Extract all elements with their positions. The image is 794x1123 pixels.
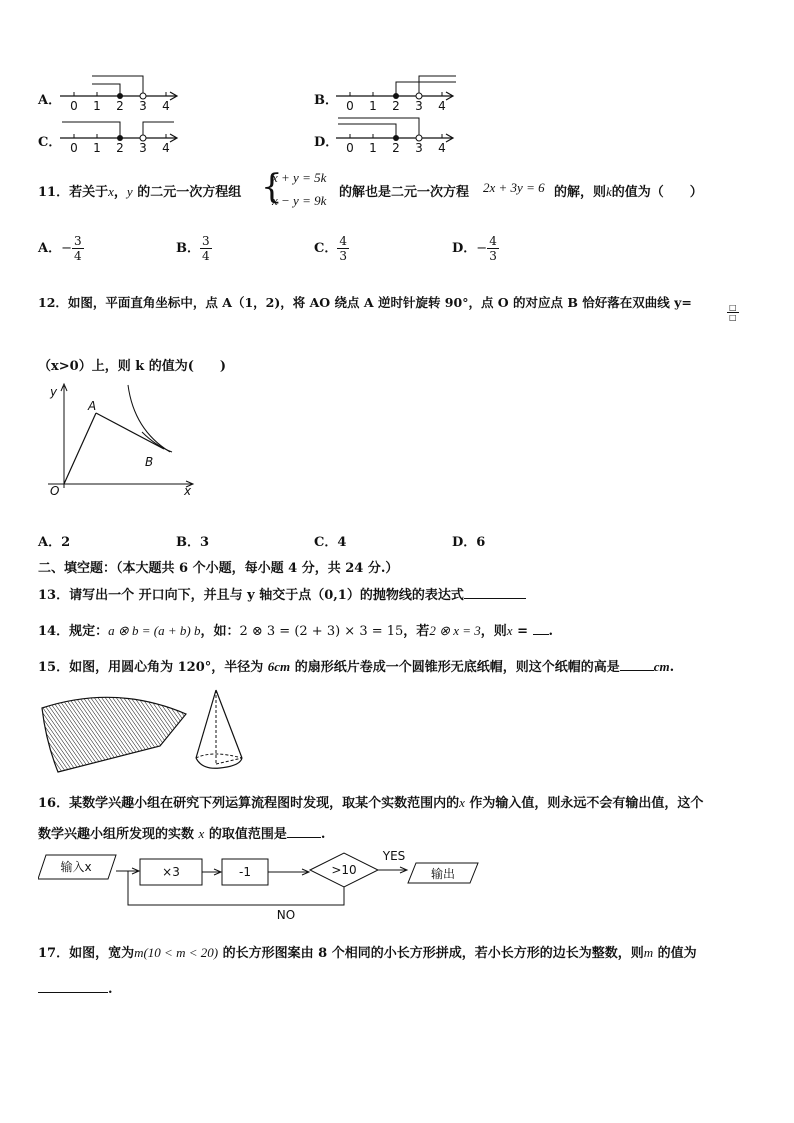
label-o: O bbox=[50, 484, 60, 498]
answer-blank[interactable] bbox=[38, 992, 108, 993]
q16-line1-post: 作为输入值，则永远不会有输出值，这个 bbox=[464, 796, 704, 811]
q16-line2-pre: 数学兴趣小组所发现的实数 bbox=[38, 827, 199, 842]
q11-prefix: 11．若关于 bbox=[38, 185, 109, 200]
q12-fraction bbox=[727, 302, 739, 322]
flow-output-label: 输出 bbox=[430, 867, 456, 881]
option-value: 4 bbox=[337, 535, 347, 550]
tick-label: 0 bbox=[346, 99, 354, 110]
tick-label: 2 bbox=[392, 99, 400, 110]
q14-definition: a ⊗ b = (a + b) b bbox=[108, 623, 201, 638]
number-line-c bbox=[58, 112, 188, 152]
q11-var-x: x bbox=[108, 184, 114, 199]
option-a-label: A． bbox=[38, 93, 62, 108]
cone-edge bbox=[196, 690, 216, 758]
q15-unit: cm bbox=[653, 659, 670, 674]
q16-flowchart bbox=[38, 845, 488, 925]
q12-line2: （x>0）上，则 k 的值为( ) bbox=[38, 359, 227, 374]
q15-radius: 6cm bbox=[267, 659, 291, 674]
q16-var: x bbox=[459, 795, 465, 810]
tick-label: 1 bbox=[93, 141, 101, 152]
q11-end: 的值为（ ） bbox=[611, 185, 703, 200]
option-letter: B． bbox=[176, 241, 200, 256]
q12-option-d bbox=[452, 531, 485, 550]
q11-var-k: k bbox=[606, 184, 612, 199]
q16-line1-pre: 16．某数学兴趣小组在研究下列运算流程图时发现，取某个实数范围内的 bbox=[38, 796, 460, 811]
option-letter: A． bbox=[38, 241, 62, 256]
tick-label: 4 bbox=[438, 141, 446, 152]
q12-option-b bbox=[176, 531, 209, 550]
cone-edge bbox=[216, 690, 242, 758]
tick-label: 3 bbox=[415, 99, 423, 110]
q11-option-c bbox=[314, 234, 349, 263]
q12-option-a bbox=[38, 531, 70, 550]
fraction-denominator: 3 bbox=[339, 249, 347, 263]
q15-rest: 的扇形纸片卷成一个圆锥形无底纸帽，则这个纸帽的高是 bbox=[290, 660, 620, 675]
flow-no-label: NO bbox=[276, 908, 296, 922]
cone-base bbox=[196, 758, 242, 768]
q12-option-c bbox=[314, 531, 346, 550]
answer-blank[interactable] bbox=[620, 670, 654, 671]
fraction-denominator: 3 bbox=[489, 249, 497, 263]
fraction-numerator: 3 bbox=[202, 234, 210, 248]
tick-label: 2 bbox=[116, 99, 124, 110]
q17-mid: 的长方形图案由 8 个相同的小长方形拼成，若小长方形的边长为整数，则 bbox=[218, 946, 644, 961]
flow-times3-label: ×3 bbox=[162, 865, 180, 879]
tick-label: 1 bbox=[369, 99, 377, 110]
q11-var-y: y bbox=[126, 184, 133, 199]
section-heading: 二、填空题：（本大题共 6 个小题，每小题 4 分，共 24 分.） bbox=[38, 561, 399, 576]
q14-example: 2 ⊗ 3 = (2 + 3) × 3 = 15 bbox=[239, 624, 404, 639]
number-line-a bbox=[58, 70, 188, 110]
tick-label: 2 bbox=[392, 141, 400, 152]
segment-oa bbox=[64, 413, 96, 484]
label-y: y bbox=[50, 385, 58, 399]
q15-end: . bbox=[669, 660, 675, 675]
sector-paper bbox=[42, 697, 186, 772]
segment-ab bbox=[96, 413, 164, 449]
flow-yes-label: YES bbox=[382, 849, 406, 863]
q13-stem bbox=[38, 584, 526, 603]
q11-stem-3 bbox=[554, 181, 703, 200]
option-letter: D． bbox=[452, 535, 477, 550]
q15-stem bbox=[38, 656, 674, 675]
option-value: 6 bbox=[476, 535, 486, 550]
q11-mid: 的二元一次方程组 bbox=[132, 185, 242, 200]
q14-end: . bbox=[548, 624, 554, 639]
flow-minus1-label: -1 bbox=[239, 865, 251, 879]
label-x: x bbox=[184, 484, 192, 498]
q11-tail: 的解，则 bbox=[554, 185, 607, 200]
label-b: B bbox=[145, 455, 154, 469]
cone-base-back bbox=[196, 754, 242, 758]
q16-var: x bbox=[198, 826, 205, 841]
tick-label: 4 bbox=[438, 99, 446, 110]
tick-label: 4 bbox=[162, 141, 170, 152]
option-letter: C． bbox=[314, 241, 338, 256]
tick-label: 1 bbox=[369, 141, 377, 152]
q13-text: 13．请写出一个 开口向下，并且与 y 轴交于点（0,1）的抛物线的表达式 bbox=[38, 588, 464, 603]
q11-sep: ， bbox=[113, 185, 127, 200]
q16-end: . bbox=[320, 827, 326, 842]
tick-label: 3 bbox=[139, 141, 147, 152]
option-letter: B． bbox=[176, 535, 200, 550]
option-sign: − bbox=[476, 241, 488, 256]
q11-stem bbox=[38, 181, 241, 200]
fraction-denominator: 4 bbox=[74, 249, 82, 263]
tick-label: 1 bbox=[93, 99, 101, 110]
q12-figure bbox=[38, 380, 198, 502]
q17-prefix: 17．如图，宽为 bbox=[38, 946, 135, 961]
answer-blank[interactable] bbox=[533, 634, 549, 635]
q17-condition: m(10 < m < 20) bbox=[134, 945, 219, 960]
answer-blank[interactable] bbox=[287, 837, 321, 838]
option-value: 2 bbox=[61, 535, 71, 550]
option-sign: − bbox=[61, 241, 72, 256]
q17-stem bbox=[38, 942, 697, 961]
flow-input-label: 输入x bbox=[60, 860, 92, 874]
tick-label: 2 bbox=[116, 141, 124, 152]
q14-var: x bbox=[506, 623, 513, 638]
q11-stem-2 bbox=[339, 181, 469, 200]
q11-eq1: x + y = 5k bbox=[272, 170, 327, 185]
q17-answer-line bbox=[38, 982, 113, 997]
q17-end: 的值为 bbox=[653, 946, 697, 961]
q14-prefix: 14．规定： bbox=[38, 624, 109, 639]
q11-option-b bbox=[176, 234, 212, 263]
q16-line2-post: 的取值范围是 bbox=[204, 827, 287, 842]
q16-line2 bbox=[38, 823, 325, 842]
q12-line1: 12．如图，平面直角坐标中，点 A（1，2)，将 AO 绕点 A 逆时针旋转 90°，点 O 的对应点 B 恰好落在双曲线 y= bbox=[38, 295, 692, 310]
q15-prefix: 15．如图，用圆心角为 120°，半径为 bbox=[38, 660, 268, 675]
fraction-numerator: 4 bbox=[339, 234, 347, 248]
option-letter: A． bbox=[38, 535, 62, 550]
label-a: A bbox=[88, 399, 97, 413]
q14-eq: = bbox=[512, 624, 533, 639]
option-c-label: C． bbox=[38, 135, 62, 150]
tick-label: 0 bbox=[346, 141, 354, 152]
tick-label: 3 bbox=[415, 141, 423, 152]
hyperbola-curve bbox=[128, 385, 170, 452]
option-letter: C． bbox=[314, 535, 338, 550]
q11-brace: { bbox=[261, 167, 283, 207]
number-line-d bbox=[334, 112, 464, 152]
answer-blank[interactable] bbox=[464, 598, 526, 599]
tick-label: 0 bbox=[70, 141, 78, 152]
q11-eq3: 2x + 3y = 6 bbox=[483, 180, 545, 195]
fraction-numerator: 4 bbox=[489, 234, 497, 248]
option-value: 3 bbox=[200, 535, 210, 550]
q11-after: 的解也是二元一次方程 bbox=[339, 185, 470, 200]
tick-label: 4 bbox=[162, 99, 170, 110]
q11-option-a bbox=[38, 234, 84, 263]
fraction-denominator: 4 bbox=[202, 249, 210, 263]
flow-compare-label: >10 bbox=[331, 863, 357, 877]
q11-eq2: x − y = 9k bbox=[272, 193, 327, 208]
q16-line1 bbox=[38, 792, 703, 811]
q14-ask: ，则 bbox=[480, 624, 507, 639]
q15-figure bbox=[36, 688, 256, 778]
q17-end2: . bbox=[108, 982, 113, 997]
fraction-numerator: □ bbox=[729, 303, 737, 312]
option-d-label: D． bbox=[314, 135, 339, 150]
option-letter: D． bbox=[452, 241, 477, 256]
q14-cond-pre: ，若 bbox=[403, 624, 430, 639]
q14-stem bbox=[38, 620, 553, 639]
option-b-label: B． bbox=[314, 93, 338, 108]
tick-label: 3 bbox=[139, 99, 147, 110]
q17-var: m bbox=[643, 945, 654, 960]
q14-mid: ，如： bbox=[200, 624, 240, 639]
fraction-denominator: □ bbox=[729, 313, 737, 322]
q14-condition: 2 ⊗ x = 3 bbox=[429, 623, 481, 638]
number-line-b bbox=[334, 70, 464, 110]
tick-label: 0 bbox=[70, 99, 78, 110]
fraction-numerator: 3 bbox=[74, 234, 82, 248]
q11-option-d bbox=[452, 234, 499, 263]
